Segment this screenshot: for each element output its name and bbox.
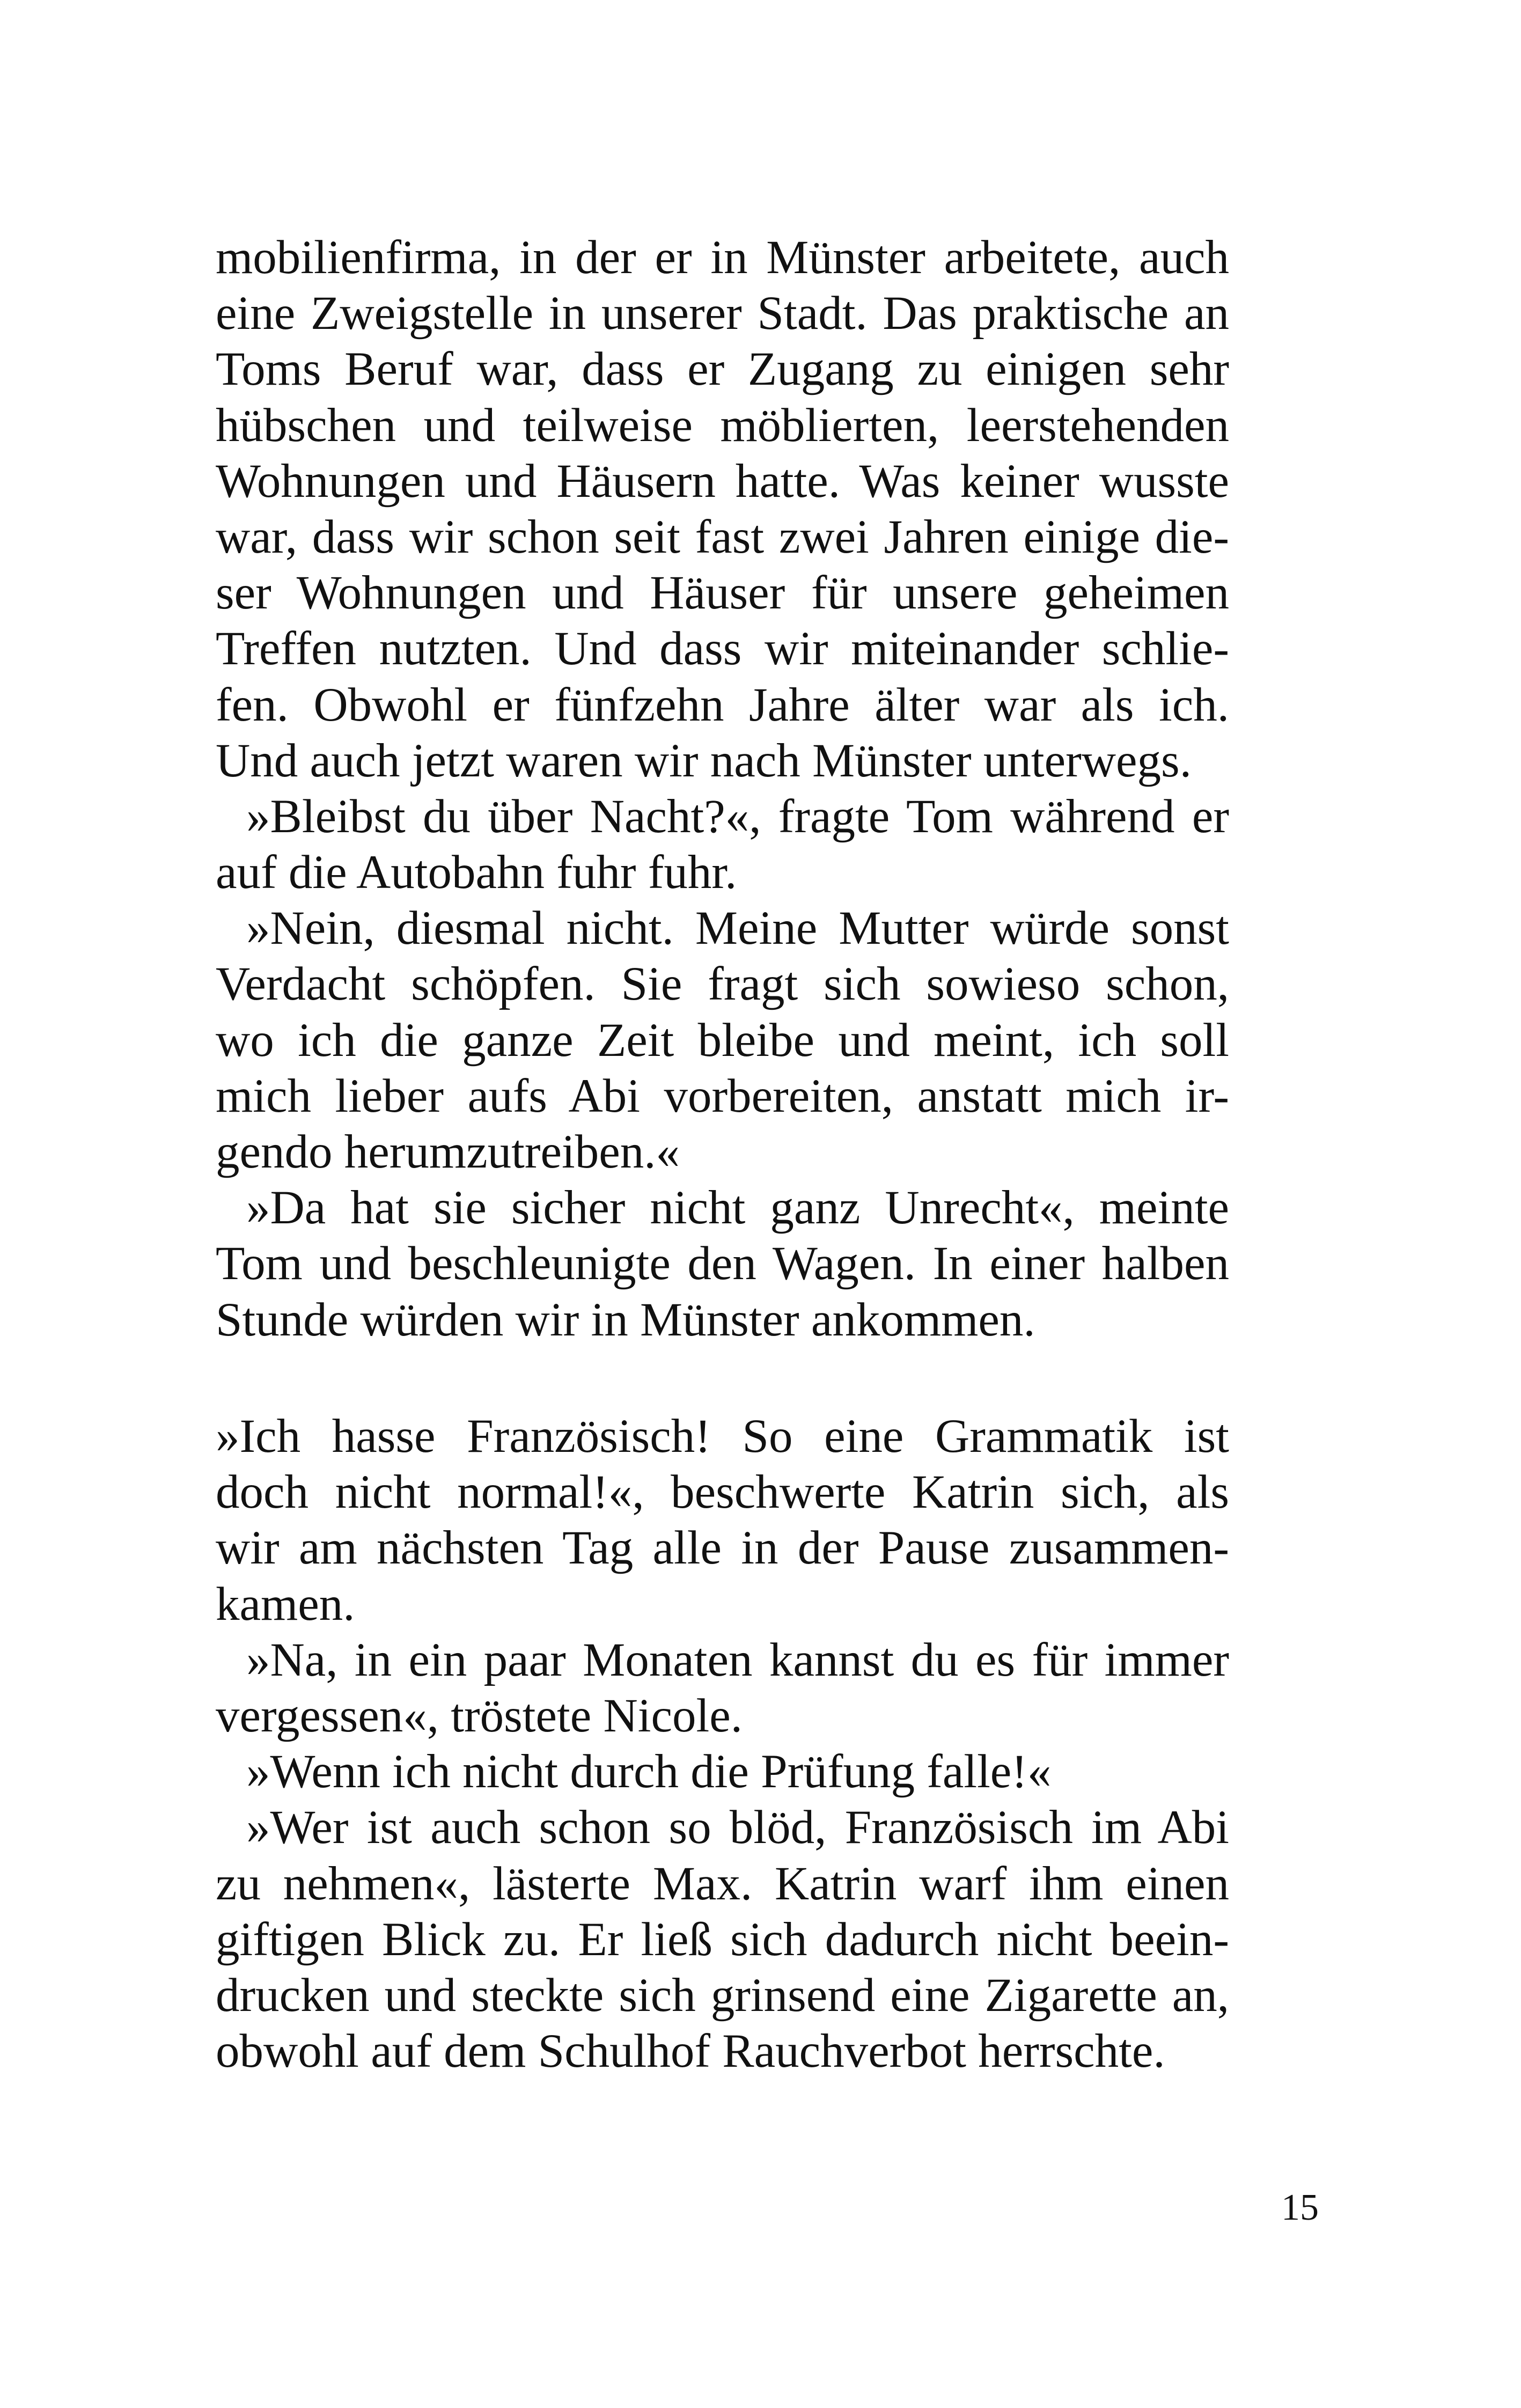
text-line: gendo herumzutreiben.«: [216, 1126, 680, 1178]
text-line: zu nehmen«, lästerte Max. Katrin warf ihm einen: [216, 1857, 1229, 1910]
text-line: »Na, in ein paar Monaten kannst du es für immer: [246, 1633, 1229, 1686]
text-line: obwohl auf dem Schulhof Rauchverbot herrschte.: [216, 2025, 1165, 2078]
text-section-2: [216, 1408, 1229, 2079]
text-line: mobilienfirma, in der er in Münster arbeitete, auch: [216, 231, 1229, 284]
text-section-1: [216, 230, 1229, 1348]
text-line: »Ich hasse Französisch! So eine Grammatik ist: [216, 1410, 1229, 1463]
text-line: »Bleibst du über Nacht?«, fragte Tom während er: [246, 790, 1229, 843]
text-line: eine Zweigstelle in unserer Stadt. Das praktische an: [216, 287, 1229, 340]
text-line: ser Wohnungen und Häuser für unsere geheimen: [216, 567, 1229, 620]
text-line: kamen.: [216, 1577, 355, 1631]
text-line: »Wer ist auch schon so blöd, Französisch im Abi: [246, 1801, 1229, 1854]
text-line: »Da hat sie sicher nicht ganz Unrecht«, meinte: [246, 1181, 1229, 1235]
text-line: auf die Autobahn fuhr fuhr.: [216, 846, 737, 899]
text-line: wo ich die ganze Zeit bleibe und meint, ich soll: [216, 1014, 1229, 1067]
text-line: »Wenn ich nicht durch die Prüfung falle!«: [246, 1745, 1052, 1798]
text-line: drucken und steckte sich grinsend eine Zigarette an,: [216, 1969, 1229, 2022]
page-number: 15: [1281, 2187, 1319, 2228]
text-line: Stunde würden wir in Münster ankommen.: [216, 1293, 1035, 1346]
text-line: Treffen nutzten. Und dass wir miteinander schlie-: [216, 622, 1229, 676]
text-line: Verdacht schöpfen. Sie fragt sich sowieso schon,: [216, 958, 1229, 1011]
text-line: Wohnungen und Häusern hatte. Was keiner wusste: [216, 454, 1229, 508]
text-line: Tom und beschleunigte den Wagen. In einer halben: [216, 1237, 1229, 1290]
text-line: mich lieber aufs Abi vorbereiten, anstatt mich ir-: [216, 1069, 1229, 1122]
text-line: Toms Beruf war, dass er Zugang zu einigen sehr: [216, 343, 1229, 396]
text-line: »Nein, diesmal nicht. Meine Mutter würde sonst: [246, 902, 1229, 955]
text-line: Und auch jetzt waren wir nach Münster unterwegs.: [216, 734, 1192, 787]
text-line: wir am nächsten Tag alle in der Pause zusammen-: [216, 1522, 1229, 1575]
text-line: vergessen«, tröstete Nicole.: [216, 1689, 743, 1742]
text-line: giftigen Blick zu. Er ließ sich dadurch nicht beein-: [216, 1913, 1229, 1966]
text-line: hübschen und teilweise möblierten, leerstehenden: [216, 399, 1229, 452]
text-line: doch nicht normal!«, beschwerte Katrin sich, als: [216, 1466, 1229, 1519]
text-line: fen. Obwohl er fünfzehn Jahre älter war als ich.: [216, 678, 1229, 731]
text-line: war, dass wir schon seit fast zwei Jahren einige die-: [216, 510, 1229, 563]
